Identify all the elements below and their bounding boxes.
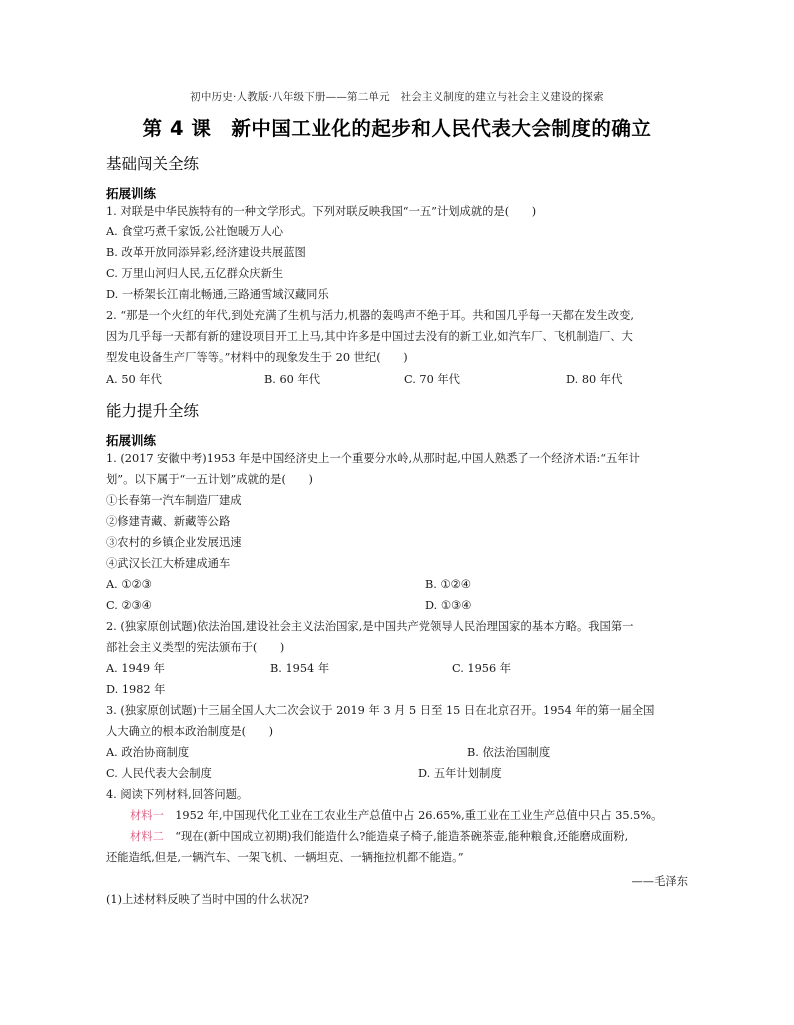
subheading-extension-2: 拓展训练 — [106, 433, 157, 448]
material-one-label: 材料一 — [130, 809, 164, 822]
question-line: 人大确立的根本政治制度是( ) — [106, 725, 273, 738]
question-line: 2. “那是一个火红的年代,到处充满了生机与活力,机器的轰鸣声不绝于耳。共和国几乎每一天都在发生改变, — [106, 309, 634, 322]
list-item: ④武汉长江大桥建成通车 — [106, 557, 231, 570]
material-two-text: “现在(新中国成立初期)我们能造什么?能造桌子椅子,能造茶碗茶壶,能种粮食,还能磨成面粉, — [163, 830, 629, 843]
section-heading-basic: 基础闯关全练 — [106, 155, 200, 173]
option-c: C. 1956 年 — [452, 662, 512, 675]
option-a: A. 1949 年 — [106, 662, 165, 675]
list-item: ②修建青藏、新藏等公路 — [106, 515, 231, 528]
attribution: ——毛泽东 — [631, 875, 688, 888]
option-b: B. 60 年代 — [264, 373, 321, 386]
material-two — [130, 830, 628, 844]
option-b: B. ①②④ — [425, 578, 471, 591]
list-item: ①长春第一汽车制造厂建成 — [106, 494, 242, 507]
lesson-title: 第 4 课 新中国工业化的起步和人民代表大会制度的确立 — [142, 117, 652, 140]
question-line: 1. (2017 安徽中考)1953 年是中国经济史上一个重要分水岭,从那时起,中国人熟悉了一个经济术语:“五年计 — [106, 452, 640, 465]
option-a: A. 政治协商制度 — [106, 746, 190, 759]
option-a: A. 50 年代 — [106, 373, 162, 386]
question-line: 3. (独家原创试题)十三届全国人大二次会议于 2019 年 3 月 5 日至 15 日在北京召开。1954 年的第一届全国 — [106, 704, 655, 717]
list-item: ③农村的乡镇企业发展迅速 — [106, 536, 242, 549]
option-d: D. 五年计划制度 — [418, 767, 502, 780]
subheading-extension-1: 拓展训练 — [106, 186, 157, 201]
option-c: C. 70 年代 — [404, 373, 460, 386]
question-stem: 1. 对联是中华民族特有的一种文学形式。下列对联反映我国“一五”计划成就的是( ) — [106, 205, 537, 218]
option-b: B. 依法治国制度 — [467, 746, 551, 759]
question-line: 部社会主义类型的宪法颁布于( ) — [106, 641, 285, 654]
option-a: A. 食堂巧煮千家饭,公社饱暖万人心 — [106, 225, 284, 238]
option-d: D. ①③④ — [425, 599, 472, 612]
question-line: 因为几乎每一天都有新的建设项目开工上马,其中许多是中国过去没有的新工业,如汽车厂、飞机制造厂、大 — [106, 330, 633, 343]
question-stem: 4. 阅读下列材料,回答问题。 — [106, 788, 249, 801]
material-two-label: 材料二 — [130, 830, 164, 843]
option-b: B. 改革开放同添异彩,经济建设共展蓝图 — [106, 246, 306, 259]
material-one-text: 1952 年,中国现代化工业在工农业生产总值中占 26.65%,重工业在工业生产总值中只占 35.5%。 — [163, 809, 663, 822]
option-c: C. ②③④ — [106, 599, 152, 612]
option-d: D. 一桥架长江南北畅通,三路通雪域汉藏同乐 — [106, 288, 329, 301]
option-c: C. 人民代表大会制度 — [106, 767, 212, 780]
option-c: C. 万里山河归人民,五亿群众庆新生 — [106, 267, 284, 280]
option-a: A. ①②③ — [106, 578, 152, 591]
running-header: 初中历史·人教版·八年级下册——第二单元 社会主义制度的建立与社会主义建设的探索 — [190, 91, 604, 103]
section-heading-ability: 能力提升全练 — [106, 402, 200, 420]
question-line: 2. (独家原创试题)依法治国,建设社会主义法治国家,是中国共产党领导人民治理国家的基本方略。我国第一 — [106, 620, 634, 633]
option-b: B. 1954 年 — [270, 662, 330, 675]
option-d: D. 80 年代 — [566, 373, 623, 386]
question-line: 型发电设备生产厂等等。”材料中的现象发生于 20 世纪( ) — [106, 351, 408, 364]
sub-question: (1)上述材料反映了当时中国的什么状况? — [106, 893, 309, 906]
option-d: D. 1982 年 — [106, 683, 166, 696]
material-one — [130, 809, 662, 823]
material-two-continued: 还能造纸,但是,一辆汽车、一架飞机、一辆坦克、一辆拖拉机都不能造。” — [106, 851, 464, 864]
question-line: 划”。以下属于“一五计划”成就的是( ) — [106, 473, 313, 486]
